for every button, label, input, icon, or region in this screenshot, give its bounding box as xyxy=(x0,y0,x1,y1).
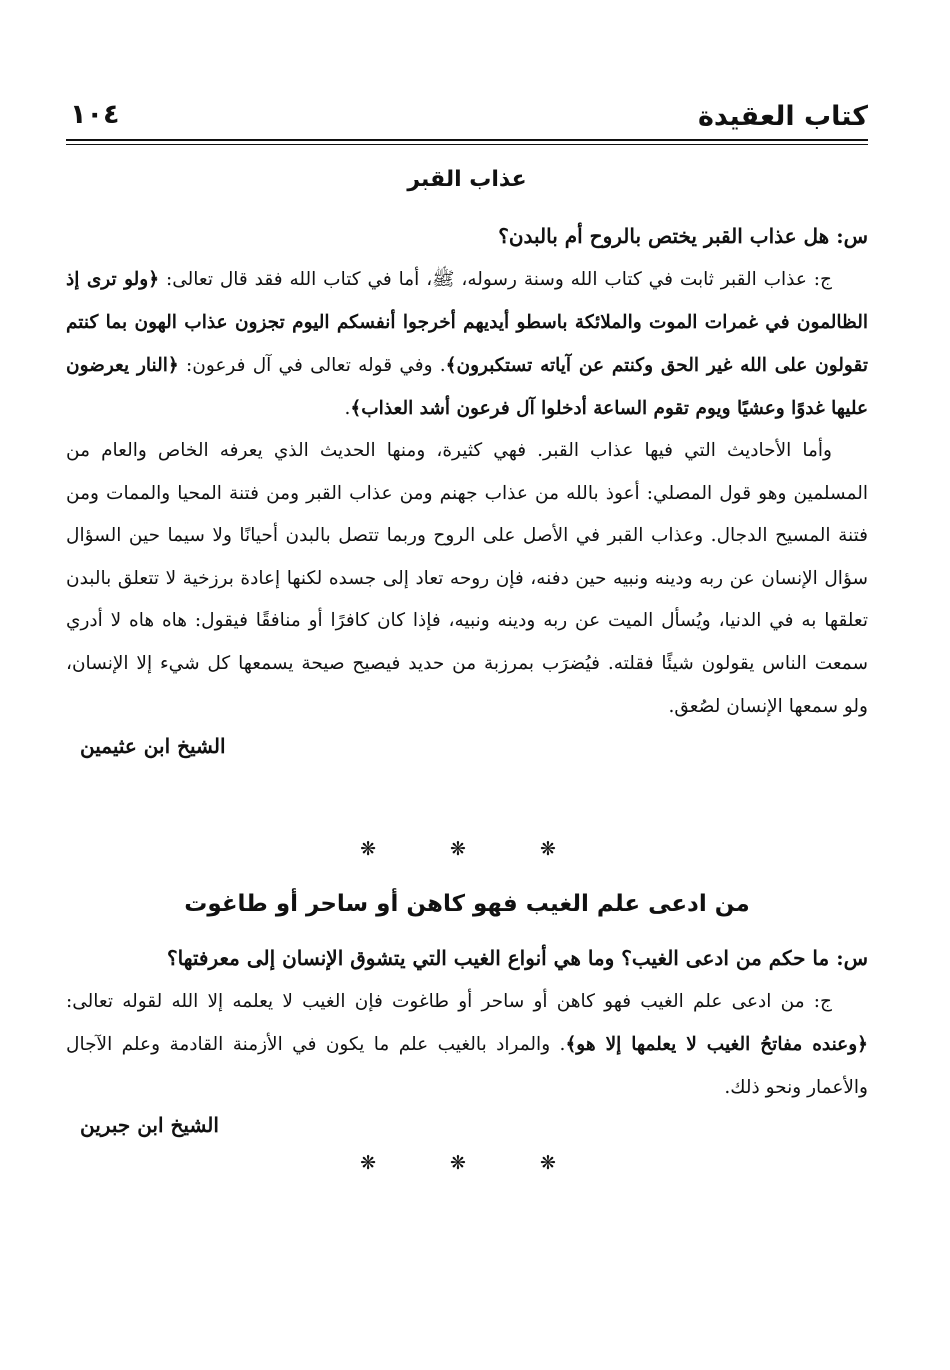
header-rule-thick xyxy=(66,139,868,141)
answer-end: . والمراد بالغيب علم ما يكون في الأزمنة القادمة وعلم الآجال والأعمار ونحو ذلك. xyxy=(66,1034,868,1098)
sheikh-attribution: الشيخ ابن عثيمين xyxy=(80,734,226,759)
question: س: ما حكم من ادعى الغيب؟ وما هي أنواع الغيب التي يتشوق الإنسان إلى معرفتها؟ xyxy=(166,946,868,970)
answer xyxy=(66,258,868,430)
section-unseen-knowledge xyxy=(66,884,868,1137)
section-title: من ادعى علم الغيب فهو كاهن أو ساحر أو طاغوت xyxy=(184,891,750,917)
quran-verse: ﴿النار يعرضون عليها غدوًا وعشيًا ويوم تقوم الساعة أدخلوا آل فرعون أشد العذاب﴾ xyxy=(66,355,868,419)
answer-mid: . وفي قوله تعالى في آل فرعون: xyxy=(186,355,446,376)
section-separator: ❋ ❋ ❋ xyxy=(360,838,590,860)
quran-verse: ﴿ولو ترى إذ الظالمون في غمرات الموت والملائكة باسطو أيديهم أخرجوا أنفسكم اليوم تجزون عذاب الهون بما كنتم تقولون على الله غير الحق وكنتم عن آياته تستكبرون﴾ xyxy=(66,269,868,376)
question: س: هل عذاب القبر يختص بالروح أم بالبدن؟ xyxy=(498,224,868,248)
book-title: كتاب العقيدة xyxy=(697,101,868,132)
quran-verse: ﴿وعنده مفاتحُ الغيب لا يعلمها إلا هو﴾ xyxy=(565,1034,868,1055)
sheikh-attribution: الشيخ ابن جبرين xyxy=(80,1113,219,1137)
section-separator: ❋ ❋ ❋ xyxy=(360,1152,590,1174)
answer-end: . xyxy=(344,398,351,419)
section-grave-punishment xyxy=(66,160,868,758)
paragraph: وأما الأحاديث التي فيها عذاب القبر. فهي كثيرة، ومنها الحديث الذي يعرفه الخاص والعام من المسلمين وهو قول المصلي: أعوذ بالله من عذاب جهنم ومن عذاب القبر ومن فتنة المحيا والممات ومن فتنة المسيح الدجال. وعذاب القبر في الأصل على الروح وربما تتصل بالبدن أحيانًا ولا سيما حين السؤال سؤال الإنسان عن ربه ودينه ونبيه حين دفنه، فإن روحه تعاد إلى جسده لكنها إعادة برزخية لا تتعلق بالبدن تعلقها به في الدنيا، ويُسأل الميت عن ربه ودينه ونبيه، فإذا كان كافرًا أو منافقًا فيقول: هاه هاه لا أدري سمعت الناس يقولون شيئًا فقلته. فيُضرَب بمرزبة من حديد فيصيح صيحة يسمعها كل شيء إلا الإنسان، ولو سمعها الإنسان لصُعق. xyxy=(66,440,868,717)
header-rule-thin xyxy=(66,144,868,145)
answer-intro: ج: عذاب القبر ثابت في كتاب الله وسنة رسوله، ﷺ، أما في كتاب الله فقد قال تعالى: xyxy=(165,269,832,290)
answer-intro: ج: من ادعى علم الغيب فهو كاهن أو ساحر أو طاغوت فإن الغيب لا يعلمه إلا الله لقوله تعالى: xyxy=(66,991,832,1012)
page-header xyxy=(66,95,868,137)
section-title: عذاب القبر xyxy=(407,167,527,192)
page-number: ١٠٤ xyxy=(70,99,120,130)
answer xyxy=(66,980,868,1109)
